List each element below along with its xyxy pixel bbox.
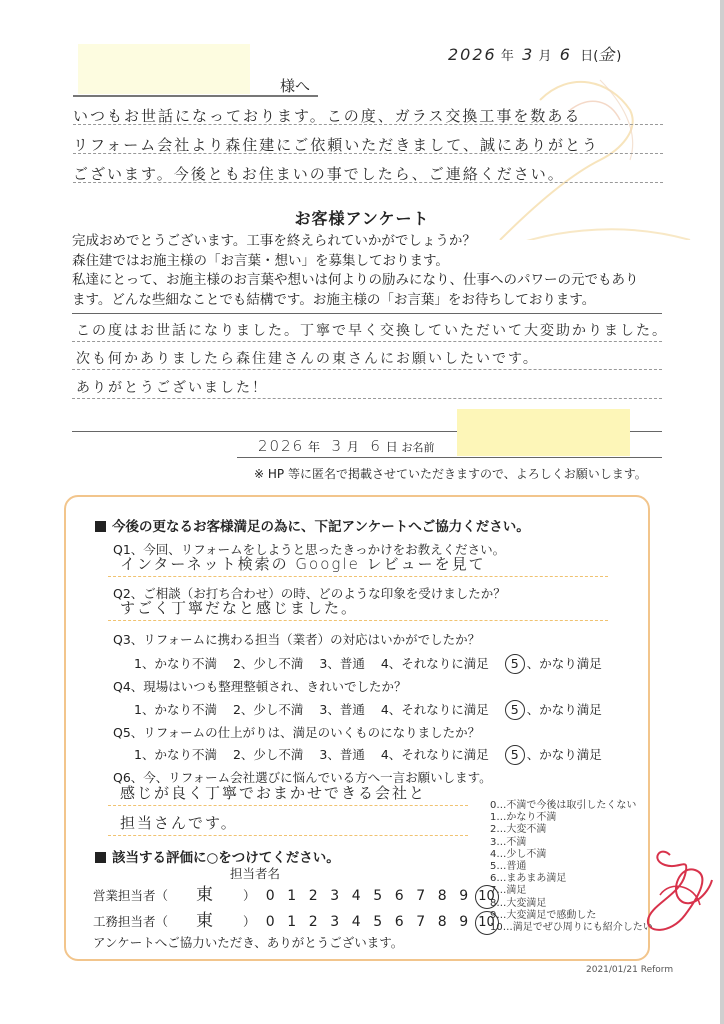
rating-scale	[260, 888, 499, 903]
legend-item: 6…まあまあ満足	[490, 873, 567, 885]
rating-10-selected[interactable]: 10	[475, 885, 499, 909]
q6-question: Q6、今、リフォーム会社選びに悩んでいる方へ一言お願いします。	[113, 770, 492, 785]
signature-day: 6	[370, 437, 382, 455]
form-version: 2021/01/21 Reform	[586, 965, 674, 975]
option-5-label: 、かなり満足	[526, 656, 602, 671]
q1-answer: インターネット検索の Google レビューを見て	[108, 553, 608, 577]
q3-question: Q3、リフォームに携わる担当（業者）の対応はいかがでしたか？	[113, 632, 481, 647]
rating-7[interactable]: 7	[416, 914, 426, 930]
rating-2[interactable]: 2	[308, 888, 318, 904]
page-edge	[720, 0, 724, 1024]
q2-answer: すごく丁寧だなと感じました。	[108, 597, 608, 621]
name-label: お名前	[401, 441, 435, 454]
rating-7[interactable]: 7	[416, 888, 426, 904]
intro-line: 森住建ではお施主様の「お言葉・想い」を募集しております。	[72, 252, 449, 269]
comment-line-1: この度はお世話になりました。丁寧で早く交換していただいて大変助かりました。	[72, 314, 662, 342]
intro-line: 完成おめでとうございます。工事を終えられていかがでしょうか？	[72, 233, 476, 249]
rating-6[interactable]: 6	[394, 914, 404, 930]
legend-item: 8…大変満足	[490, 897, 547, 909]
rating-0[interactable]: 0	[265, 888, 275, 904]
signature-underline	[237, 457, 662, 458]
day-unit: 日(	[580, 49, 599, 64]
option-1[interactable]: 1、かなり不満	[134, 656, 217, 671]
q1-question: Q1、今回、リフォームをしようと思ったきっかけをお教えください。	[113, 542, 506, 557]
q3-options	[134, 654, 602, 674]
option-1[interactable]: 1、かなり不満	[134, 702, 217, 717]
legend-item: 5…普通	[490, 861, 527, 873]
row-label: 工務担当者（	[93, 914, 169, 929]
q6-answer-line-1: 感じが良く丁寧でおまかせできる会社と	[108, 782, 468, 806]
rating-0[interactable]: 0	[265, 914, 275, 930]
heading-text: 今後の更なるお客様満足の為に、下記アンケートへご協力ください。	[112, 519, 530, 535]
rating-6[interactable]: 6	[394, 888, 404, 904]
rating-4[interactable]: 4	[351, 888, 361, 904]
close-paren: ）	[243, 888, 256, 903]
rating-10-selected[interactable]: 10	[475, 911, 499, 935]
intro-line: ます。どんな些細なことでも結構です。お施主様の「お言葉」をお待ちしております。	[72, 291, 596, 308]
year-unit: 年	[500, 49, 514, 64]
q6-answer-line-2: 担当さんです。	[108, 812, 468, 836]
q4-options	[134, 700, 602, 720]
option-4[interactable]: 4、それなりに満足	[380, 702, 489, 717]
rating-8[interactable]: 8	[437, 888, 447, 904]
option-3[interactable]: 3、普通	[319, 656, 365, 671]
recipient-name-redacted	[78, 44, 250, 94]
rating-4[interactable]: 4	[351, 914, 361, 930]
signature-month: 3	[331, 437, 344, 455]
staff-name-label: 担当者名	[230, 866, 281, 881]
day-unit: 日	[385, 440, 398, 454]
rating-3[interactable]: 3	[330, 888, 340, 904]
letter-date-weekday: 金	[598, 45, 617, 64]
close-paren: )	[616, 49, 622, 64]
option-5-selected[interactable]: 5	[505, 700, 525, 720]
month-unit: 月	[346, 440, 359, 454]
rating-5[interactable]: 5	[373, 914, 383, 930]
option-5-label: 、かなり満足	[526, 702, 602, 717]
option-2[interactable]: 2、少し不満	[232, 747, 304, 762]
rating-heading	[95, 846, 340, 866]
thanks-message: アンケートへご協力いただき、ありがとうございます。	[93, 935, 404, 950]
staff-name: 東	[196, 885, 216, 905]
questionnaire-heading	[95, 515, 530, 535]
legend-item: 1…かなり不満	[490, 812, 557, 824]
sales-staff-row	[93, 880, 499, 909]
option-5-selected[interactable]: 5	[505, 654, 525, 674]
red-signature-stamp-icon	[640, 835, 720, 935]
staff-name: 東	[196, 911, 216, 931]
customer-name-redacted	[457, 409, 630, 456]
rating-9[interactable]: 9	[459, 888, 469, 904]
option-5-label: 、かなり満足	[526, 747, 602, 762]
legend-item: 7…満足	[490, 885, 527, 897]
option-4[interactable]: 4、それなりに満足	[380, 656, 489, 671]
option-2[interactable]: 2、少し不満	[232, 656, 304, 671]
legend-item: 10…満足でぜひ周りにも紹介したい	[490, 922, 653, 934]
rating-9[interactable]: 9	[459, 914, 469, 930]
rating-8[interactable]: 8	[437, 914, 447, 930]
construction-staff-row	[93, 906, 499, 935]
letter-line-3: ございます。今後ともお住まいの事でしたら、ご連絡ください。	[73, 163, 663, 183]
letter-date	[448, 42, 621, 65]
recipient-underline	[73, 95, 318, 97]
letter-date-year: 2026	[448, 45, 497, 64]
legend-item: 4…少し不満	[490, 848, 547, 860]
legend-item: 9…大変満足で感動した	[490, 909, 597, 921]
option-3[interactable]: 3、普通	[319, 747, 365, 762]
row-label: 営業担当者（	[93, 888, 169, 903]
comment-line-3: ありがとうございました！	[72, 371, 662, 399]
rating-1[interactable]: 1	[287, 888, 297, 904]
heading-text: 該当する評価に○をつけてください。	[112, 850, 340, 866]
signature-date	[258, 437, 435, 455]
option-1[interactable]: 1、かなり不満	[134, 747, 217, 762]
hp-note: ※ HP 等に匿名で掲載させていただきますので、よろしくお願いします。	[254, 467, 647, 481]
legend-item: 2…大変不満	[490, 824, 547, 836]
q5-question: Q5、リフォームの仕上がりは、満足のいくものになりましたか？	[113, 725, 481, 740]
q2-question: Q2、ご相談（お打ち合わせ）の時、どのような印象を受けましたか？	[113, 586, 506, 601]
rating-5[interactable]: 5	[373, 888, 383, 904]
signature-year: 2026	[258, 437, 305, 455]
legend-item: 0…不満で今後は取引したくない	[490, 800, 637, 811]
rating-scale	[260, 914, 499, 929]
option-3[interactable]: 3、普通	[319, 702, 365, 717]
intro-line: 私達にとって、お施主様のお言葉や想いは何よりの励みになり、仕事へのパワーの元でもあり	[72, 272, 639, 288]
rating-2[interactable]: 2	[308, 914, 318, 930]
letter-line-1: いつもお世話になっております。この度、ガラス交換工事を数ある	[73, 105, 663, 125]
rating-3[interactable]: 3	[330, 914, 340, 930]
q4-question: Q4、現場はいつも整理整頓され、きれいでしたか？	[113, 679, 407, 694]
year-unit: 年	[308, 440, 321, 454]
comment-line-2: 次も何かありましたら森住建さんの東さんにお願いしたいです。	[72, 342, 662, 370]
option-2[interactable]: 2、少し不満	[232, 702, 304, 717]
option-5-selected[interactable]: 5	[505, 745, 525, 765]
option-4[interactable]: 4、それなりに満足	[380, 747, 489, 762]
letter-line-2: リフォーム会社より森住建にご依頼いただきまして、誠にありがとう	[73, 134, 663, 154]
close-paren: ）	[243, 914, 256, 929]
q5-options	[134, 745, 602, 765]
survey-title: お客様アンケート	[294, 209, 430, 228]
month-unit: 月	[538, 49, 552, 64]
letter-date-month: 3	[522, 45, 535, 64]
letter-date-day: 6	[559, 45, 572, 64]
rating-1[interactable]: 1	[287, 914, 297, 930]
survey-intro	[72, 232, 672, 310]
square-bullet-icon	[95, 852, 106, 863]
rating-legend	[490, 800, 653, 934]
legend-item: 3…不満	[490, 836, 527, 848]
square-bullet-icon	[95, 521, 106, 532]
recipient-suffix: 様へ	[280, 77, 311, 95]
